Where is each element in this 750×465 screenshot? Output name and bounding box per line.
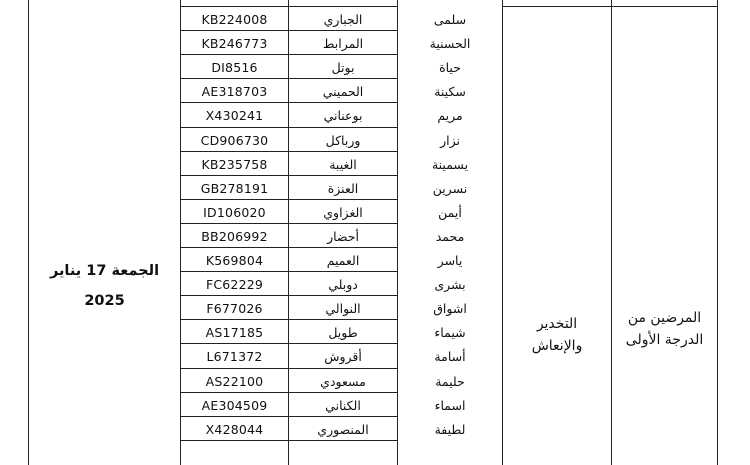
last-name-cell: الكناني bbox=[325, 397, 361, 413]
last-name-cell: بوعناني bbox=[323, 107, 363, 123]
id-number-cell: F677026 bbox=[206, 300, 263, 316]
id-number-cell: KB246773 bbox=[201, 35, 268, 51]
last-name-cell: أقروش bbox=[324, 348, 362, 364]
last-name-cell: مسعودي bbox=[320, 373, 366, 389]
category-line1: المرضين من bbox=[627, 310, 702, 326]
first-name-cell: بشرى bbox=[434, 276, 466, 292]
id-number-cell: AE304509 bbox=[201, 397, 268, 413]
id-number-cell: DI8516 bbox=[211, 59, 258, 75]
id-number-cell: ID106020 bbox=[203, 204, 266, 220]
specialty-line1: التخدير bbox=[536, 316, 578, 332]
last-name-cell: العنزة bbox=[327, 180, 359, 196]
specialty-line2: والإنعاش bbox=[531, 338, 583, 354]
column-divider bbox=[502, 0, 503, 465]
first-name-cell: نزار bbox=[440, 132, 460, 148]
specialty-cell bbox=[503, 310, 611, 360]
first-name-cell: ياسر bbox=[437, 252, 463, 268]
last-name-cell: ورباكل bbox=[325, 132, 361, 148]
table-border-left bbox=[28, 0, 29, 465]
date-year: 2025 bbox=[84, 293, 125, 309]
id-number-cell: X428044 bbox=[205, 421, 264, 437]
date-cell bbox=[29, 255, 180, 317]
last-name-cell: المنصوري bbox=[317, 421, 369, 437]
first-name-cell: أسامة bbox=[434, 348, 466, 364]
first-name-cell: الحسنية bbox=[429, 35, 471, 51]
last-name-cell: العميم bbox=[326, 252, 360, 268]
first-name-cell: سكينة bbox=[434, 83, 466, 99]
id-number-cell: BB206992 bbox=[201, 228, 268, 244]
column-divider bbox=[611, 0, 612, 465]
last-name-cell: دوبلي bbox=[328, 276, 358, 292]
last-name-cell: النوالي bbox=[325, 300, 361, 316]
last-name-cell: الغيبة bbox=[329, 156, 357, 172]
last-name-cell: الجباري bbox=[323, 11, 363, 27]
first-name-cell: حليمة bbox=[435, 373, 465, 389]
id-number-cell: KB224008 bbox=[201, 11, 268, 27]
last-name-cell: طويل bbox=[328, 324, 358, 340]
first-name-cell: اشواق bbox=[433, 300, 467, 316]
id-number-cell: AS17185 bbox=[205, 324, 264, 340]
last-name-cell: المرابط bbox=[322, 35, 364, 51]
last-name-cell: بوتل bbox=[331, 59, 355, 75]
first-name-cell: لطيفة bbox=[434, 421, 466, 437]
first-name-cell: أيمن bbox=[438, 204, 462, 220]
first-name-cell: اسماء bbox=[434, 397, 466, 413]
id-number-cell: CD906730 bbox=[200, 132, 269, 148]
id-number-cell: L671372 bbox=[206, 348, 263, 364]
first-name-cell: محمد bbox=[435, 228, 465, 244]
last-name-cell: الغزاوي bbox=[323, 204, 363, 220]
date-day: الجمعة 17 يناير bbox=[49, 263, 160, 279]
last-name-cell: الحميني bbox=[322, 83, 364, 99]
id-number-cell: AS22100 bbox=[205, 373, 264, 389]
last-name-cell: أحضار bbox=[327, 228, 359, 244]
id-number-cell: K569804 bbox=[205, 252, 264, 268]
category-cell bbox=[612, 304, 717, 354]
category-line2: الدرجة الأولى bbox=[625, 332, 704, 348]
id-number-cell: KB235758 bbox=[201, 156, 268, 172]
id-number-cell: AE318703 bbox=[201, 83, 268, 99]
id-number-cell: X430241 bbox=[205, 107, 264, 123]
first-name-cell: نسرين bbox=[432, 180, 468, 196]
first-name-cell: يسمينة bbox=[431, 156, 469, 172]
first-name-cell: حياة bbox=[439, 59, 461, 75]
first-name-cell: شيماء bbox=[434, 324, 466, 340]
header-bottom-line bbox=[502, 6, 718, 7]
id-number-cell: GB278191 bbox=[200, 180, 269, 196]
first-name-cell: سلمى bbox=[433, 11, 467, 27]
table-border-right bbox=[717, 0, 718, 465]
first-name-cell: مريم bbox=[437, 107, 463, 123]
id-number-cell: FC62229 bbox=[205, 276, 264, 292]
